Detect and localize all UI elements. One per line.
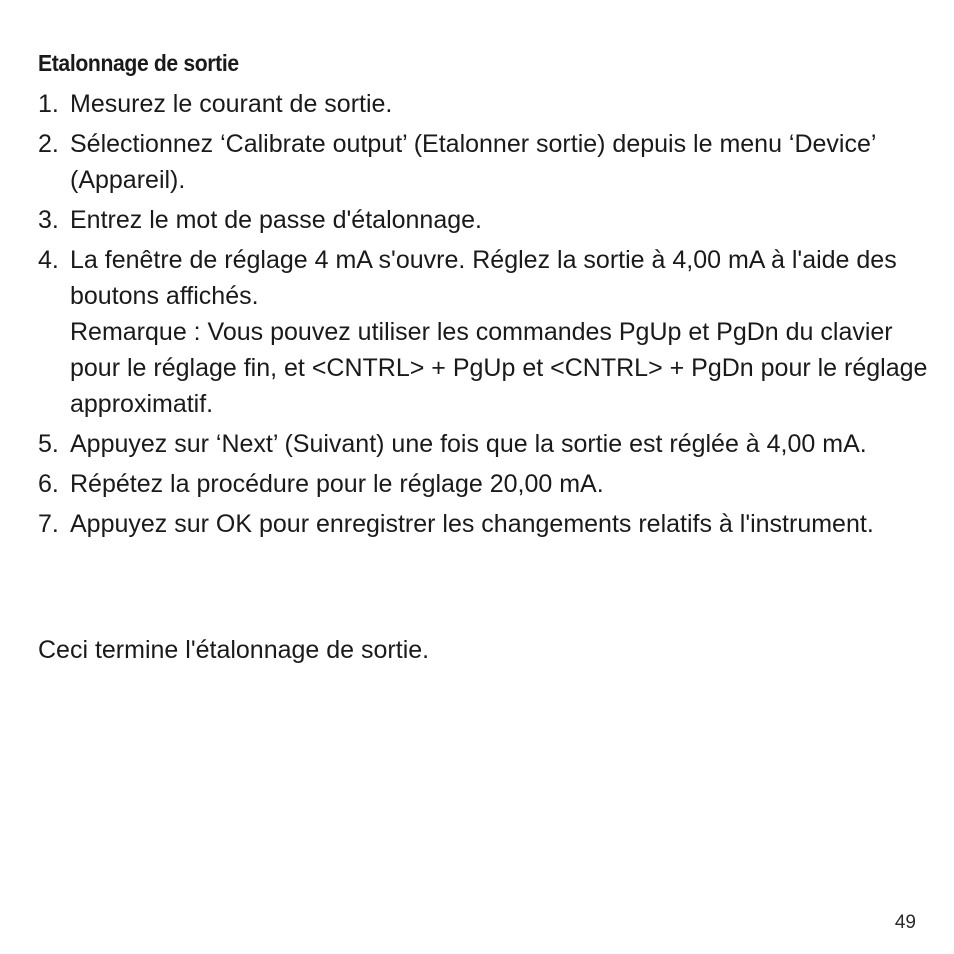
step-item (38, 506, 928, 542)
step-body (70, 202, 928, 238)
step-body (70, 86, 928, 122)
page-number: 49 (894, 912, 916, 933)
step-body (70, 466, 928, 502)
step-text: La fenêtre de réglage 4 mA s'ouvre. Réglez la sortie à 4,00 mA à l'aide des boutons affichés. (70, 246, 897, 310)
step-number: 2. (38, 130, 59, 158)
step-note: Remarque : Vous pouvez utiliser les commandes PgUp et PgDn du clavier pour le réglage fin, et <CNTRL> + PgUp et <CNTRL> + PgDn pour le réglage approximatif. (70, 318, 928, 418)
step-body (70, 242, 928, 422)
step-number: 6. (38, 470, 59, 498)
closing-statement: Ceci termine l'étalonnage de sortie. (38, 636, 430, 664)
step-number: 7. (38, 510, 59, 538)
step-text: Appuyez sur OK pour enregistrer les changements relatifs à l'instrument. (70, 510, 874, 538)
step-text: Sélectionnez ‘Calibrate output’ (Etalonner sortie) depuis le menu ‘Device’ (Appareil). (70, 130, 876, 194)
step-item (38, 242, 928, 422)
step-number: 5. (38, 430, 59, 458)
step-body (70, 126, 928, 198)
step-body (70, 506, 928, 542)
procedure-steps (38, 86, 928, 546)
step-item (38, 202, 928, 238)
step-item (38, 126, 928, 198)
step-number: 3. (38, 206, 59, 234)
step-text: Appuyez sur ‘Next’ (Suivant) une fois que la sortie est réglée à 4,00 mA. (70, 430, 867, 458)
step-number: 4. (38, 246, 59, 274)
step-text: Mesurez le courant de sortie. (70, 90, 393, 118)
step-number: 1. (38, 90, 59, 118)
step-item (38, 426, 928, 462)
step-item (38, 86, 928, 122)
step-text: Entrez le mot de passe d'étalonnage. (70, 206, 482, 234)
section-heading: Etalonnage de sortie (38, 50, 239, 76)
step-text: Répétez la procédure pour le réglage 20,00 mA. (70, 470, 604, 498)
step-item (38, 466, 928, 502)
step-body (70, 426, 928, 462)
